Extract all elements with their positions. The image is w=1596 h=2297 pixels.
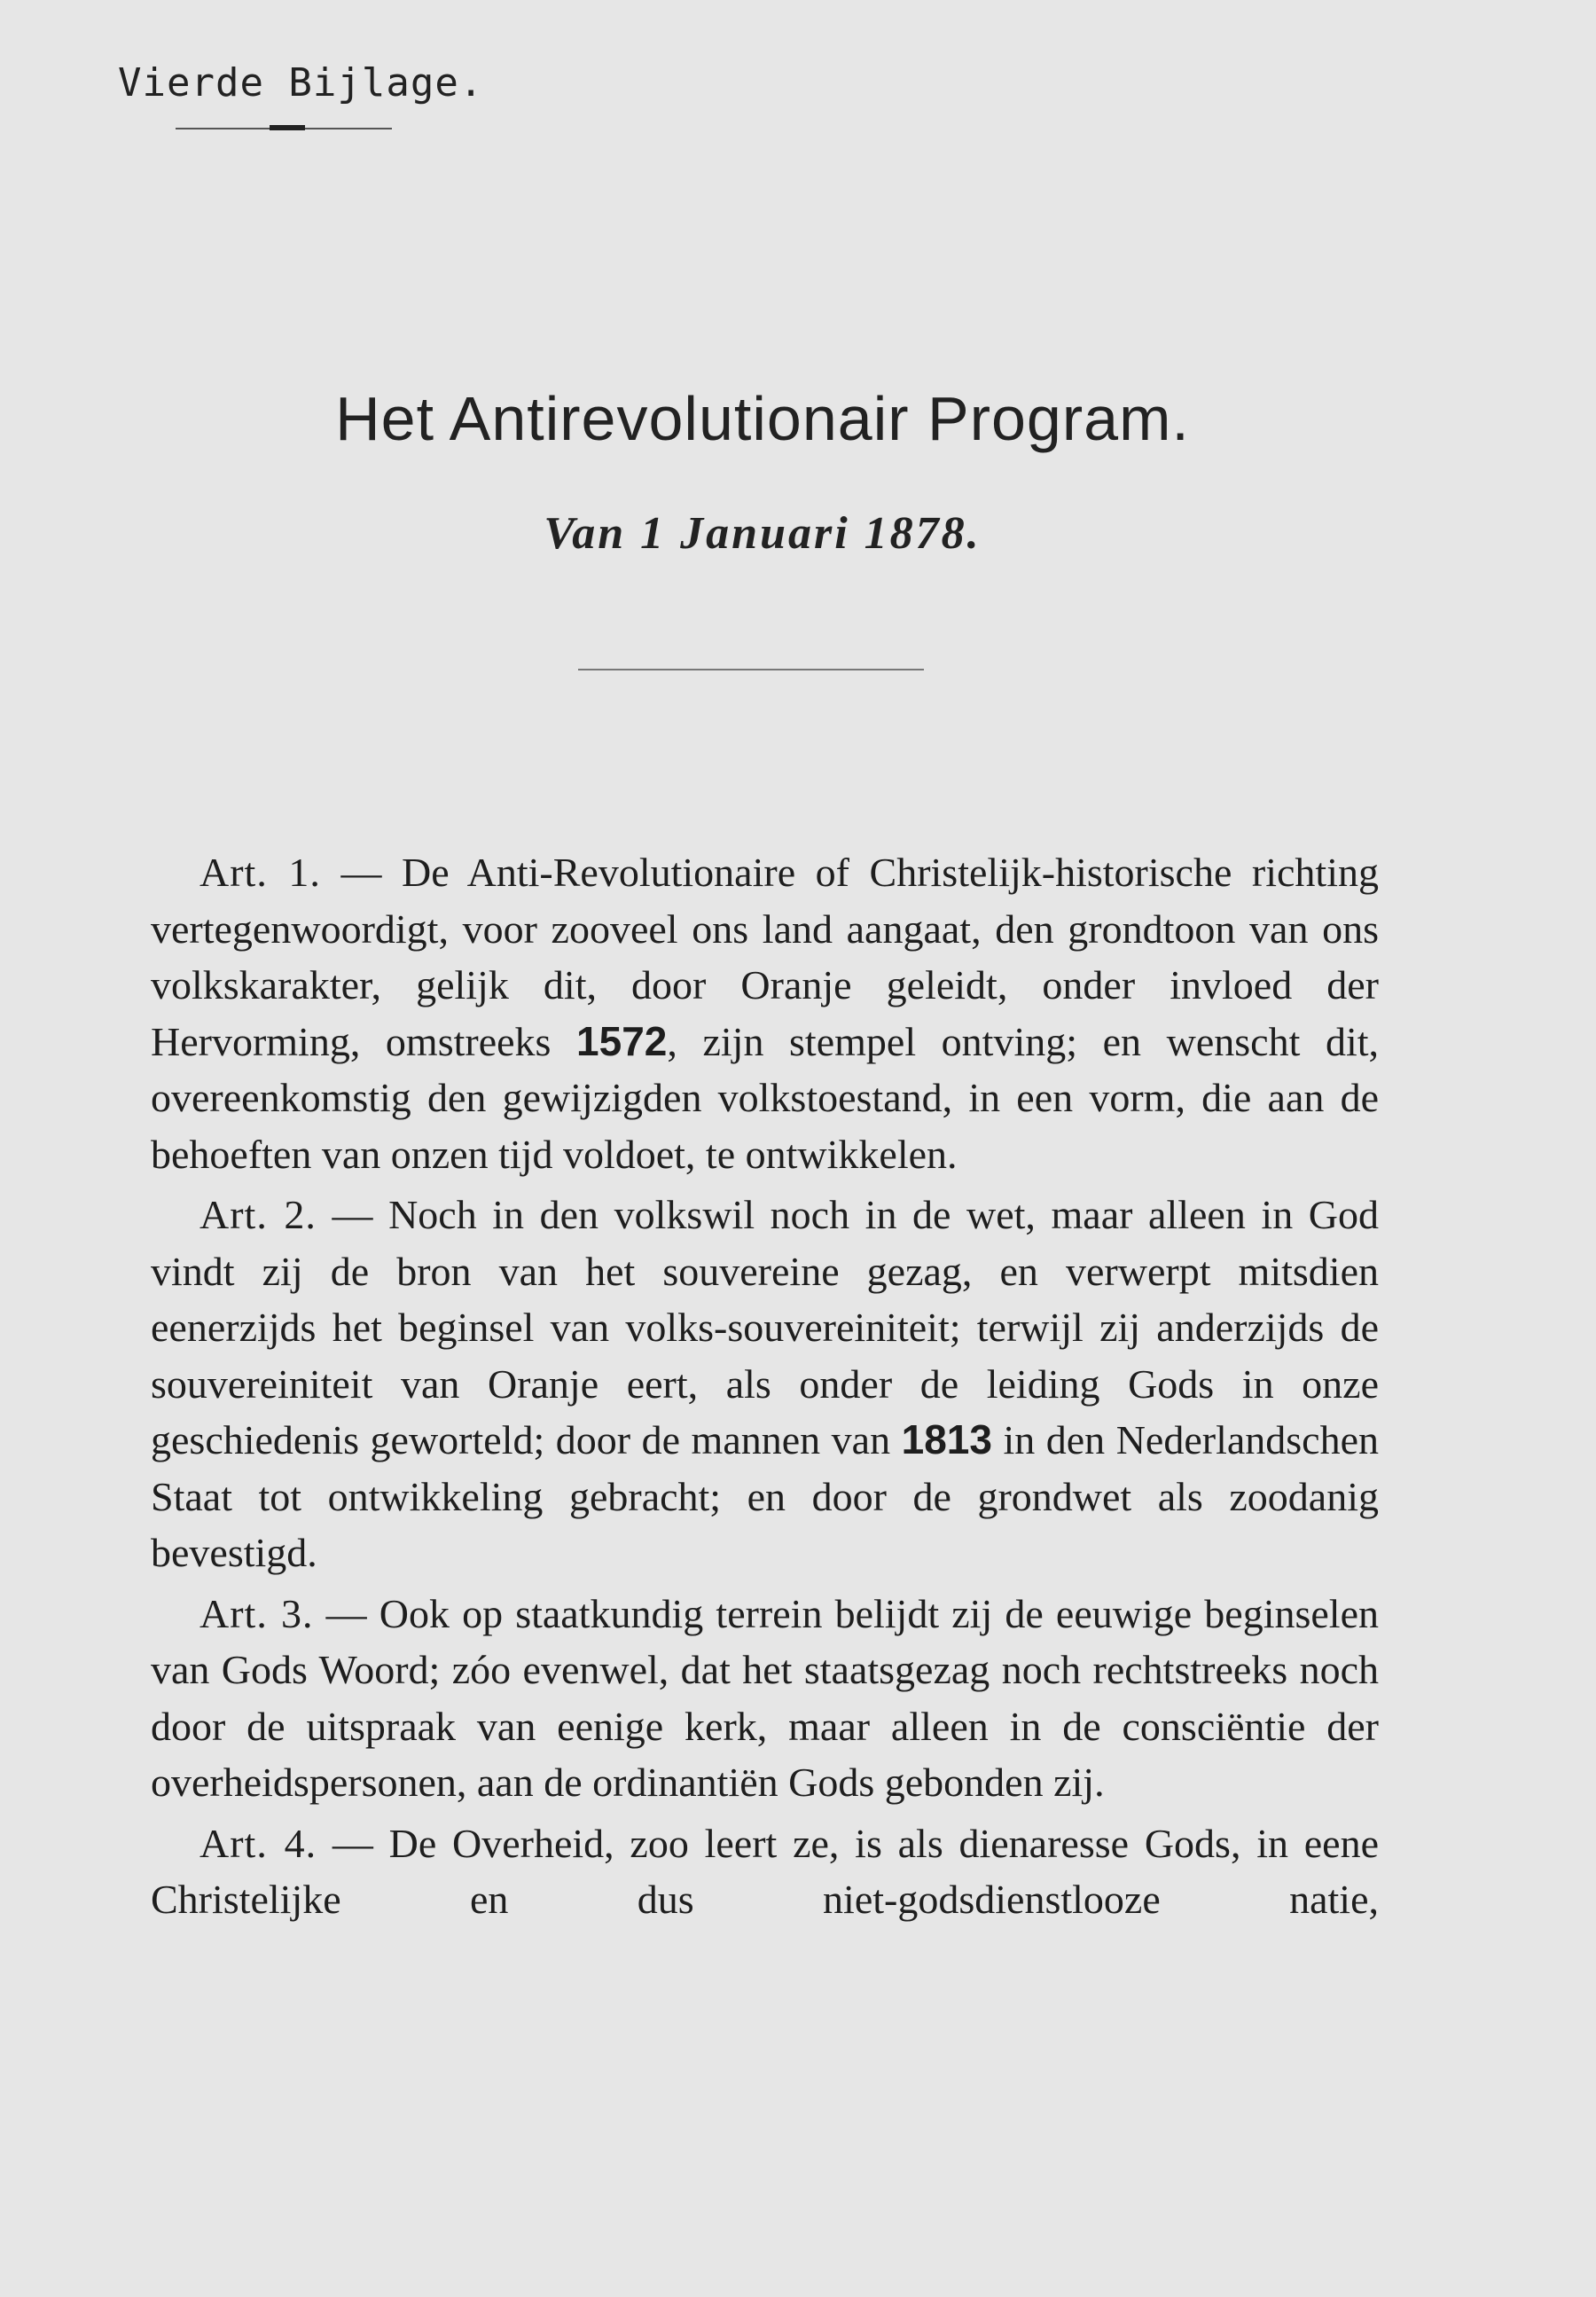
article-text: — De Anti-Revolutionaire of Christelijk-historische richting vertegenwoordigt, voor zooveel ons land aangaat, den grondtoon van ons volkskarakter, gelijk dit, door Oranje geleidt, onder invloed der Hervorming, omstreeks [151,850,1379,1064]
article-number: Art. 3. [200,1590,314,1636]
article-text: — Ook op staatkundig terrein belijdt zij de eeuwige beginselen van Gods Woord; zóo evenwel, dat het staatsgezag noch rechtstreeks noch door de uitspraak van eenige kerk, maar alleen in de consciëntie der overheidspersonen, aan de ordinantiën Gods gebonden zij. [151,1590,1379,1805]
title-separator [578,669,924,670]
document-body [151,844,1379,1932]
article-number: Art. 1. [200,850,321,895]
appendix-label: Vierde Bijlage. [118,60,484,106]
article-text: in den Nederlandschen Staat tot ontwikkeling gebracht; en door de grondwet als zoodanig bevestigd. [151,1417,1379,1575]
article-1 [151,844,1379,1182]
article-text: — Noch in den volkswil noch in de wet, maar alleen in God vindt zij de bron van het souvereine gezag, en verwerpt mitsdien eenerzijds het beginsel van volks-souvereiniteit; terwijl zij anderzijds de souvereiniteit van Oranje eert, als onder de leiding Gods in onze geschiedenis geworteld; door de mannen van [151,1192,1379,1462]
article-number: Art. 4. [200,1820,317,1866]
article-number: Art. 2. [200,1192,317,1237]
article-text: — De Overheid, zoo leert ze, is als dienaresse Gods, in eene Christelijke en dus niet-godsdienstlooze natie, [151,1820,1379,1922]
article-year: 1813 [901,1416,992,1462]
article-4 [151,1815,1379,1928]
article-2 [151,1187,1379,1581]
article-3 [151,1586,1379,1811]
header-underline-mark [270,125,305,130]
article-year: 1572 [576,1017,668,1064]
article-text: , zijn stempel ontving; en wenscht dit, overeenkomstig den gewijzigden volkstoestand, in een vorm, die aan de behoeften van onzen tijd voldoet, te ontwikkelen. [151,1018,1379,1177]
document-title: Het Antirevolutionair Program. [335,384,1190,453]
document-subtitle: Van 1 Januari 1878. [544,508,982,559]
